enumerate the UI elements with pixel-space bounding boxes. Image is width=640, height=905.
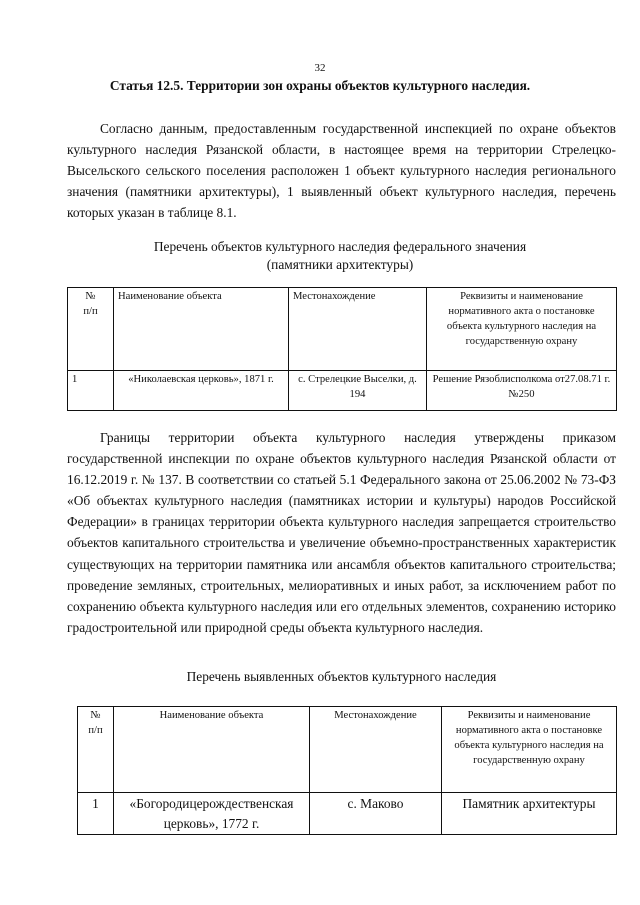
boundaries-paragraph: Границы территории объекта культурного наследия утверждены приказом государственной инспекции по охране объектов культурного наследия Рязанской области от 16.12.2019 г. № 137. В соответствии со статьей 5.1 Федерального закона от 25.06.2002 № 73-ФЗ «Об объектах культурного наследия (памятниках истории и культуры) народов Российской Федерации» в границах территории объекта культурного наследия запрещается строительство объектов капитального строительства и увеличение объемно-пространственных характеристик существующих на территории памятника или ансамбля объектов капитального строительства; проведение земляных, строительных, мелиоративных и иных работ, за исключением работ по сохранению объекта культурного наследия или его отдельных элементов, сохранению историко градостроительной или природной среды объекта культурного наследия.: [67, 430, 616, 635]
table-row: [78, 793, 617, 835]
header-location: Местонахождение: [289, 288, 427, 371]
table1-caption-line2: (памятники архитектуры): [266, 257, 414, 272]
cell-num: 1: [68, 371, 114, 411]
header-name: Наименование объекта: [114, 288, 289, 371]
header-num: № п/п: [78, 707, 114, 793]
table1-caption: [100, 238, 580, 274]
cell-name: «Николаевская церковь», 1871 г.: [114, 371, 289, 411]
cell-location: с. Стрелецкие Выселки, д. 194: [289, 371, 427, 411]
cell-num: 1: [78, 793, 114, 835]
cell-details: Памятник архитектуры: [442, 793, 617, 835]
identified-heritage-table: [77, 706, 617, 835]
federal-heritage-table: [67, 287, 617, 411]
table-header-row: [78, 707, 617, 793]
cell-location: с. Маково: [310, 793, 442, 835]
table-header-row: [68, 288, 617, 371]
header-num: № п/п: [68, 288, 114, 371]
cell-details: Решение Рязоблисполкома от27.08.71 г.№250: [427, 371, 617, 411]
intro-paragraph: Согласно данным, предоставленным государственной инспекцией по охране объектов культурного наследия Рязанской области, в настоящее время на территории Стрелецко-Высельского сельского поселения расположен 1 объект культурного наследия регионального значения (памятники архитектуры), 1 выявленный объект культурного наследия, перечень которых указан в таблице 8.1.: [67, 121, 616, 221]
page-number: 32: [314, 62, 326, 74]
header-location: Местонахождение: [310, 707, 442, 793]
header-details: Реквизиты и наименование нормативного акта о постановке объекта культурного наследия на государственную охрану: [442, 707, 617, 793]
article-heading: Статья 12.5. Территории зон охраны объектов культурного наследия.: [109, 78, 531, 93]
table-row: [68, 371, 617, 411]
table1-caption-line1: Перечень объектов культурного наследия федерального значения: [153, 239, 527, 254]
header-name: Наименование объекта: [114, 707, 310, 793]
cell-name: «Богородицерождественская церковь», 1772 г.: [114, 793, 310, 835]
header-details: Реквизиты и наименование нормативного акта о постановке объекта культурного наследия на государственную охрану: [427, 288, 617, 371]
table2-caption: Перечень выявленных объектов культурного наследия: [186, 669, 497, 684]
